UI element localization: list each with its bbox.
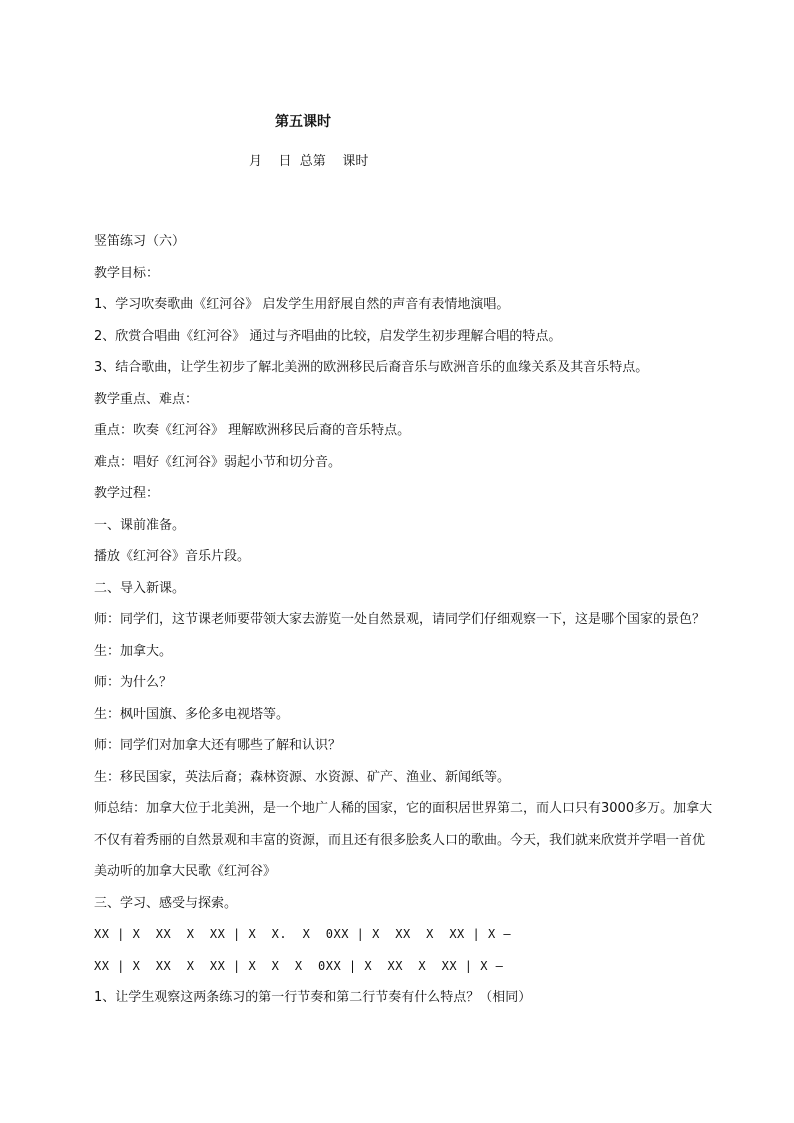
goal-item-3: 3、结合歌曲，让学生初步了解北美洲的欧洲移民后裔音乐与欧洲音乐的血缘关系及其音乐特点。: [94, 360, 649, 375]
key-point: 重点：吹奏《红河谷》 理解欧洲移民后裔的音乐特点。: [94, 423, 411, 438]
dialogue-student-2: 生：枫叶国旗、多伦多电视塔等。: [94, 706, 290, 722]
difficult-point: 难点：唱好《红河谷》弱起小节和切分音。: [94, 454, 342, 470]
rhythm-line-1: XX | X XX X XX | X X. X 0XX | X XX X XX | X —: [94, 927, 512, 941]
teacher-summary: 师总结：加拿大位于北美洲，是一个地广人稀的国家，它的面积居世界第二，而人口只有3000多万。加拿大不仅有着秀丽的自然景观和丰富的资源，而且还有很多脍炙人口的歌曲。今天，我们就来欣赏并学唱一首优美动听的加拿大民歌《红河谷》: [94, 801, 713, 879]
lesson-title: 第五课时: [275, 114, 331, 130]
goal-item-2: 2、欣赏合唱曲《红河谷》 通过与齐唱曲的比较，启发学生初步理解合唱的特点。: [94, 328, 562, 344]
question-item-1: 1、让学生观察这两条练习的第一行节奏和第二行节奏有什么特点？（相同）: [94, 990, 532, 1005]
dialogue-student-1: 生：加拿大。: [94, 643, 173, 659]
dialogue-teacher-2: 师：为什么？: [94, 675, 173, 690]
section-heading-recorder-practice: 竖笛练习（六）: [94, 234, 186, 249]
heading-teaching-process: 教学过程：: [94, 486, 160, 501]
rhythm-line-2: XX | X XX X XX | X X X 0XX | X XX X XX | X —: [94, 958, 504, 973]
heading-teaching-goals: 教学目标：: [94, 265, 160, 281]
dialogue-teacher-1: 师：同学们，这节课老师要带领大家去游览一处自然景观，请同学们仔细观察一下，这是哪个国家的景色？: [94, 612, 706, 627]
dateline: 月 日 总第 课时: [249, 154, 369, 169]
heading-key-points: 教学重点、难点：: [94, 391, 199, 407]
goal-item-1: 1、学习吹奏歌曲《红河谷》 启发学生用舒展自然的声音有表情地演唱。: [94, 297, 510, 312]
step-3-heading: 三、学习、感受与探索。: [94, 895, 238, 911]
document-body: [94, 226, 714, 1014]
step-1-heading: 一、课前准备。: [94, 517, 186, 533]
dialogue-student-3: 生：移民国家，英法后裔；森林资源、水资源、矿产、渔业、新闻纸等。: [94, 769, 511, 785]
step-1-text: 播放《红河谷》音乐片段。: [94, 549, 251, 564]
step-2-heading: 二、导入新课。: [94, 580, 186, 596]
dialogue-teacher-3: 师：同学们对加拿大还有哪些了解和认识？: [94, 738, 342, 753]
